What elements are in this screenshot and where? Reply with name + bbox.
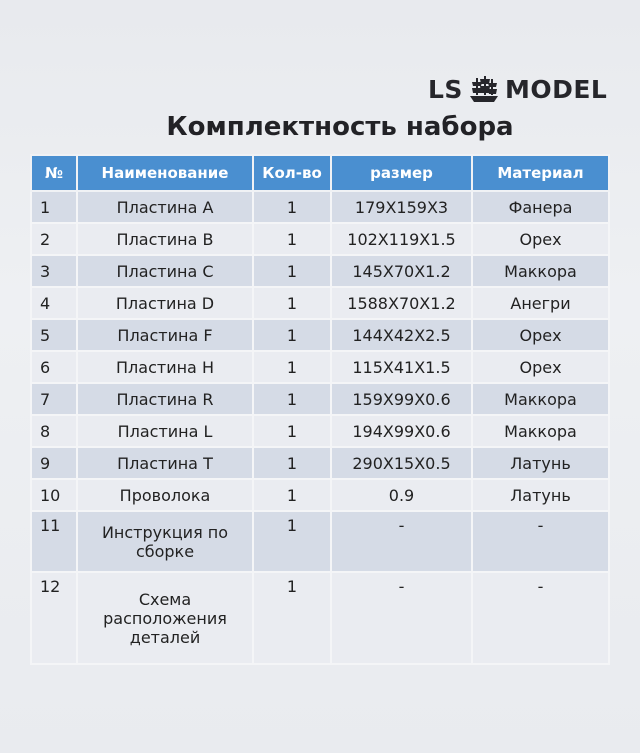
row-size: 102X119X1.5 [331, 223, 472, 255]
row-number: 9 [31, 447, 77, 479]
row-name: Пластина В [77, 223, 253, 255]
table-row [31, 383, 609, 415]
kit-contents-table [30, 154, 610, 665]
column-header-size: размер [331, 155, 472, 191]
table-row [31, 255, 609, 287]
row-name: Пластина Т [77, 447, 253, 479]
row-quantity: 1 [253, 572, 331, 664]
row-quantity: 1 [253, 191, 331, 223]
row-number: 5 [31, 319, 77, 351]
logo-text-right: MODEL [504, 74, 608, 104]
row-material: Латунь [472, 479, 609, 511]
row-quantity: 1 [253, 415, 331, 447]
table-header-row [31, 155, 609, 191]
column-header-number: № [31, 155, 77, 191]
row-material: Маккора [472, 255, 609, 287]
row-name: Пластина С [77, 255, 253, 287]
table-row [31, 447, 609, 479]
row-material: Орех [472, 319, 609, 351]
row-name: Пластина R [77, 383, 253, 415]
row-quantity: 1 [253, 287, 331, 319]
row-number: 4 [31, 287, 77, 319]
row-number: 11 [31, 511, 77, 572]
row-size: 1588X70X1.2 [331, 287, 472, 319]
table-row [31, 319, 609, 351]
table-row [31, 572, 609, 664]
row-size: 0.9 [331, 479, 472, 511]
row-number: 8 [31, 415, 77, 447]
page-title: Комплектность набора [166, 112, 514, 142]
row-size: 159X99X0.6 [331, 383, 472, 415]
row-name: Пластина D [77, 287, 253, 319]
row-material: Орех [472, 351, 609, 383]
row-number: 3 [31, 255, 77, 287]
row-name: Пластина L [77, 415, 253, 447]
row-material: - [472, 511, 609, 572]
row-quantity: 1 [253, 351, 331, 383]
row-quantity: 1 [253, 447, 331, 479]
row-number: 1 [31, 191, 77, 223]
table-row [31, 479, 609, 511]
column-header-material: Материал [472, 155, 609, 191]
table-row [31, 223, 609, 255]
row-material: Маккора [472, 415, 609, 447]
ship-icon [467, 74, 501, 104]
row-quantity: 1 [253, 255, 331, 287]
row-size: 115X41X1.5 [331, 351, 472, 383]
row-material: Анегри [472, 287, 609, 319]
row-number: 10 [31, 479, 77, 511]
row-size: 194X99X0.6 [331, 415, 472, 447]
row-size: 145X70X1.2 [331, 255, 472, 287]
table-row [31, 511, 609, 572]
row-material: Фанера [472, 191, 609, 223]
row-quantity: 1 [253, 223, 331, 255]
row-quantity: 1 [253, 319, 331, 351]
brand-logo [428, 74, 607, 104]
row-size: 290X15X0.5 [331, 447, 472, 479]
row-number: 12 [31, 572, 77, 664]
column-header-name: Наименование [77, 155, 253, 191]
table-row [31, 415, 609, 447]
row-material: - [472, 572, 609, 664]
column-header-quantity: Кол-во [253, 155, 331, 191]
row-name: Пластина Н [77, 351, 253, 383]
row-material: Латунь [472, 447, 609, 479]
row-quantity: 1 [253, 511, 331, 572]
table-row [31, 191, 609, 223]
row-size: 144X42X2.5 [331, 319, 472, 351]
row-name: Схема расположения деталей [77, 572, 253, 664]
row-name: Пластина F [77, 319, 253, 351]
table-body [31, 191, 609, 664]
row-name: Инструкция по сборке [77, 511, 253, 572]
row-name: Проволока [77, 479, 253, 511]
row-number: 2 [31, 223, 77, 255]
row-quantity: 1 [253, 479, 331, 511]
row-name: Пластина А [77, 191, 253, 223]
row-number: 7 [31, 383, 77, 415]
row-size: 179X159X3 [331, 191, 472, 223]
logo-text-left: LS [428, 74, 463, 104]
table-row [31, 287, 609, 319]
row-material: Маккора [472, 383, 609, 415]
row-quantity: 1 [253, 383, 331, 415]
row-number: 6 [31, 351, 77, 383]
row-size: - [331, 511, 472, 572]
row-size: - [331, 572, 472, 664]
row-material: Орех [472, 223, 609, 255]
table-row [31, 351, 609, 383]
